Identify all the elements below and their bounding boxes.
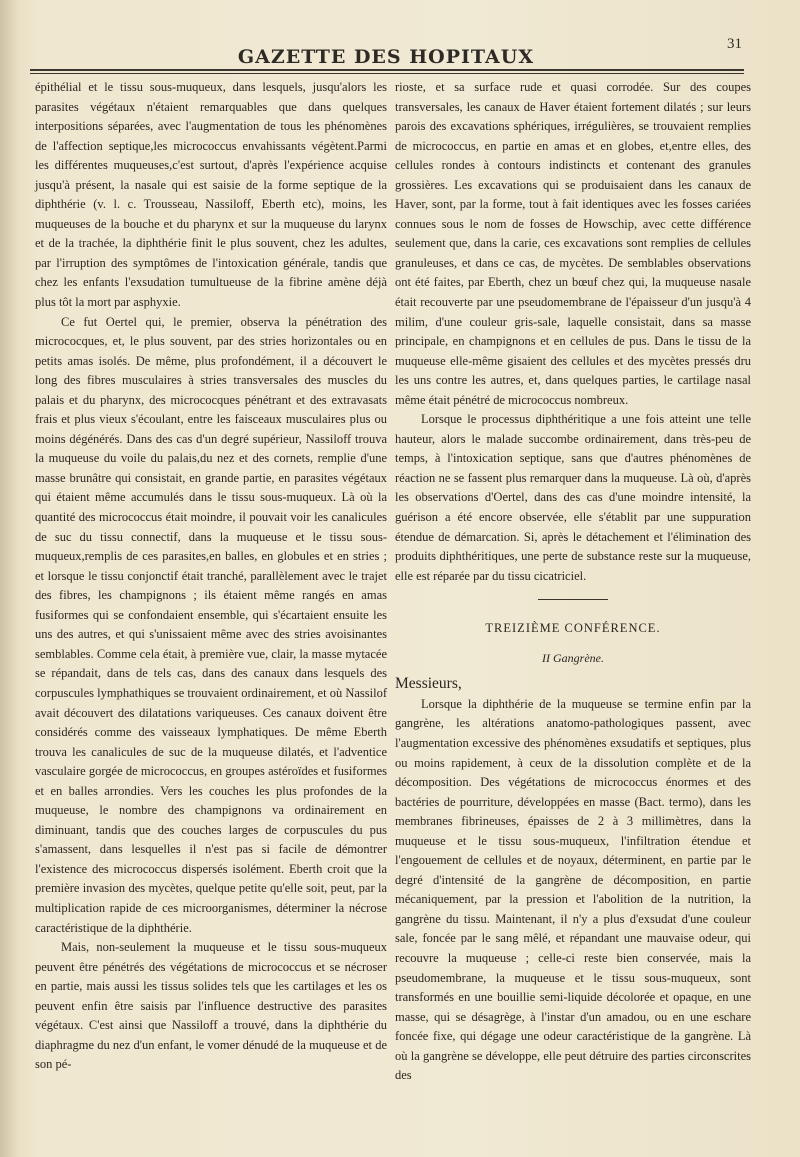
scan-edge-shadow [0,0,18,1157]
section-paragraph-1: Lorsque la diphthérie de la muqueuse se termine enfin par la gangrène, les altérations anatomo-pathologiques passent, avec l'augmentation excessive des phénomènes exsudatifs et septiques, plus ou moins rapidement, à ceux de la dissolution complète et de la décomposition. Des végétations de micrococcus énormes et des bactéries de pourriture, développées en masse (Bact. termo), dans les membranes fibrineuses, épaisses de 2 à 3 millimètres, dans la muqueuse et le tissu sous-muqueux, l'infiltration étendue et l'engouement de cellules et de noyaux, déterminent, en partie par le degré d'intensité de la gangrène de décomposition, en partie mécaniquement, par la pression et l'abolition de la nutrition, la gangrène du tissu. Maintenant, il n'y a plus d'exsudat d'une couleur sale, foncée par le sang mêlé, et répandant une mauvaise odeur, qui recouvre la muqueuse ; celle-ci reste bien conservée, mais la pseudomembrane, la muqueuse et le tissu sous-muqueux, sont transformés en une bouillie semi-liquide décolorée et opaque, en une masse, qui se désagrège, à l'instar d'un amadou, ou en une eschare foncée fixe, qui dégage une odeur caractéristique de la gangrène. Là où la gangrène se développe, elle peut détruire des parties circonscrites des [395,696,751,1083]
masthead-title: GAZETTE DES HOPITAUX [237,46,535,68]
section-subtitle: II Gangrène. [542,650,604,665]
salutation: Messieurs, [395,675,462,693]
header-rule-thick [30,69,744,71]
right-paragraph-1: rioste, et sa surface rude et quasi corrodée. Sur des coupes transversales, les canaux de Haver étaient fortement dilatés ; sur leurs parois des excavations sphériques, irrégulières, se trouvaient remplies de micrococcus, en partie en amas et en globes, et,entre elles, des cellules rondes à contours indistincts et contenant des granules grossières. Les excavations qui se produisaient dans les canaux de Haver, sont, par la forme, tout à fait identiques avec les fosses cariées connues sous le nom de fosses de Howschip, avec cette différence seulement que, dans la carie, ces excavations sont remplies de cellules granuleuses, et dans ce cas, de mycètes. De semblables observations ont été faites, par Eberth, chez un bœuf chez qui, la muqueuse nasale était recouverte par une pseudomembrane de l'épaisseur d'un jusqu'à 4 milim, d'une couleur gris-sale, laquelle consistait, dans sa masse principale, en champignons et en cellules de pus. Dans le tissu de la muqueuse elle-même gisaient des cellules et des mycètes pressés dru les uns contre les autres, et, dans quelques parties, le cartilage nasal même était pénétré de micrococcus nombreux. [395,80,751,407]
left-paragraph-1: épithélial et le tissu sous-muqueux, dans lesquels, jusqu'alors les parasites végétaux n'étaient remarquables que dans quelques interpositions séparées, avec l'augmentation de tous les phénomènes de l'affection septique,les micrococcus envahissants végètent.Parmi les différentes muqueuses,c'est surtout, d'après l'expérience acquise jusqu'à présent, la nasale qui est saisie de la forme septique de la diphthérie (v. l. c. Trousseau, Nassiloff, Eberth etc), moins, les muqueuses de la bouche et du pharynx et sur la muqueuse du larynx et de la trachée, la diphthérie finit le plus souvent, chez les adultes, par l'irruption des symptômes de l'intoxication générale, tandis que chez les enfants l'exsudation tumultueuse de la fibrine amène déjà plus tôt la mort par asphyxie. [35,80,387,310]
section-divider [538,599,608,600]
page-number: 31 [727,36,742,52]
header-rule-thin [30,73,744,74]
section-title: TREIZIÈME CONFÉRENCE. [485,621,661,636]
left-paragraph-2: Ce fut Oertel qui, le premier, observa la pénétration des micrococques, et, le plus souvent, par des stries horizontales ou en petits amas isolés. De même, plus profondément, il a découvert le long des fibres musculaires à stries transversales des muscles du palais et du pharynx, des micrococques pénétrant et des extravasats frais et plus vieux s'écoulant, entre les faisceaux musculaires plus ou moins dégénérés. Dans des cas d'un degré supérieur, Nassiloff trouva la muqueuse du voile du palais,du nez et des cornets, remplie d'une masse brunâtre qui consistait, en grande partie, en parasites végétaux qui étaient même accumulés dans le tissu sous-muqueux. Là où la quantité des micrococcus était moindre, il pouvait voir les canalicules de suc du tissu connectif, dans la muqueuse et le tissu sous-muqueux,remplis de ces parasites,en balles, en globules et en stries ; et lorsque le tissu conjonctif était tranché, parallèlement avec le trajet des fibres, les champignons ; ils étaient même rangés en amas fusiformes qui se confondaient ensemble, qui s'écartaient ensuite les uns des autres, et qui s'unissaient même avec des stries avoisinantes semblables. Comme cela était, à première vue, clair, la masse mytacée se répandait, dans de tels cas, dans des canaux dans lesquels des corpuscules lymphathiques se trouvaient ordinairement, et où Nassilof avait découvert des dilatations variqueuses. Ces canaux doivent être considérés comme des vaisseaux lymphatiques. De même Eberth trouva les canalicules de suc de la muqueuse dilatés, et l'adventice vasculaire gorgée de micrococcus, en groupes astéroïdes et fusiformes et en balles arrondies. Vers les couches les plus profondes de la muqueuse, le nombre des champignons va ordinairement en diminuant, tandis que des couches larges de corpuscules du pus s'amassent, dans lesquelles il n'est pas si facile de démontrer l'existence des micrococcus dispersés isolément. Eberth croit que la première invasion des mycètes, quelque petite qu'elle soit, peut, par la multiplication rapide de ces microorganismes, déterminer la nécrose caractéristique de la diphthérie. [35,314,387,935]
page-header [30,28,742,68]
right-column [395,78,751,1086]
left-column [35,78,387,1075]
left-paragraph-3: Mais, non-seulement la muqueuse et le tissu sous-muqueux peuvent être pénétrés des végétations de micrococcus et se nécroser en partie, mais aussi les tissus solides tels que les cartilages et les os peuvent enfin être saisis par l'influence destructive des parasites végétaux. C'est ainsi que Nassiloff a trouvé, dans la diphthérie du diaphragme du nez d'un enfant, le vomer dénudé de la muqueuse et de son pé- [35,940,387,1072]
right-paragraph-2: Lorsque le processus diphthéritique a une fois atteint une telle hauteur, alors le malade succombe ordinairement, dans très-peu de temps, à l'intoxication septique, sans que d'autres phénomènes de réaction ne se fassent plus remarquer dans la muqueuse. Là où, d'après les observations d'Oertel, dans des cas d'une moindre intensité, la guérison a été encore observée, elle s'établit par une suppuration étendue de démarcation. Si, après le détachement et l'élimination des produits diphthéritiques, une perte de substance reste sur la muqueuse, elle est réparée par du tissu cicatriciel. [395,412,751,583]
